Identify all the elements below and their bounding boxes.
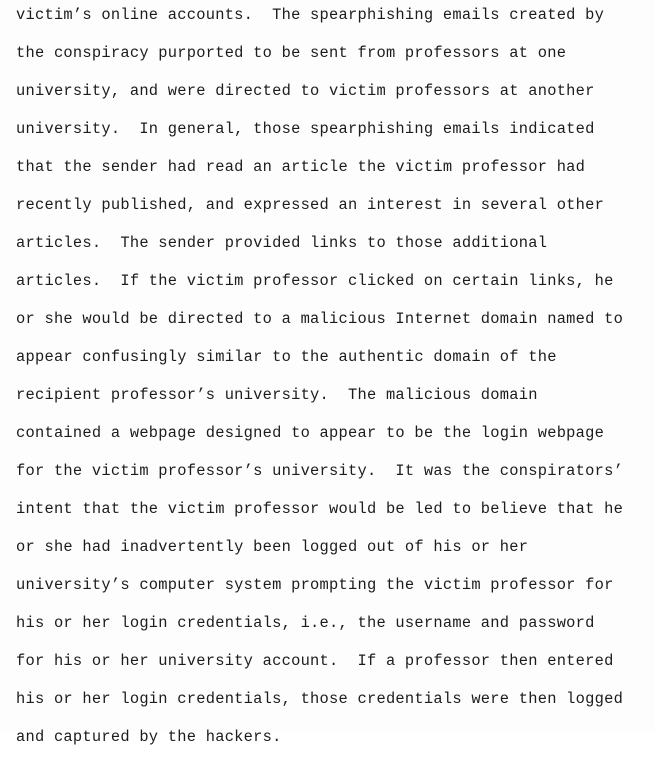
text-line: university’s computer system prompting the victim professor for	[16, 576, 614, 594]
text-line: his or her login credentials, those credentials were then logged	[16, 690, 624, 708]
text-line: that the sender had read an article the victim professor had	[16, 158, 586, 176]
text-line: for his or her university account. If a professor then entered	[16, 652, 614, 670]
text-line: articles. If the victim professor clicked on certain links, he	[16, 272, 614, 290]
text-line: victim’s online accounts. The spearphishing emails created by	[16, 6, 605, 24]
text-line: for the victim professor’s university. It was the conspirators’	[16, 462, 624, 480]
text-line: or she would be directed to a malicious Internet domain named to	[16, 310, 624, 328]
text-line: his or her login credentials, i.e., the username and password	[16, 614, 595, 632]
text-line: contained a webpage designed to appear to be the login webpage	[16, 424, 605, 442]
text-line: articles. The sender provided links to those additional	[16, 234, 548, 252]
text-line: recipient professor’s university. The malicious domain	[16, 386, 538, 404]
text-line: university, and were directed to victim professors at another	[16, 82, 595, 100]
document-body	[16, 4, 646, 764]
text-line: appear confusingly similar to the authentic domain of the	[16, 348, 557, 366]
text-line: university. In general, those spearphishing emails indicated	[16, 120, 595, 138]
text-line: intent that the victim professor would be led to believe that he	[16, 500, 624, 518]
text-line: or she had inadvertently been logged out of his or her	[16, 538, 529, 556]
text-line: and captured by the hackers.	[16, 728, 282, 746]
text-line: recently published, and expressed an interest in several other	[16, 196, 605, 214]
text-line: the conspiracy purported to be sent from professors at one	[16, 44, 567, 62]
